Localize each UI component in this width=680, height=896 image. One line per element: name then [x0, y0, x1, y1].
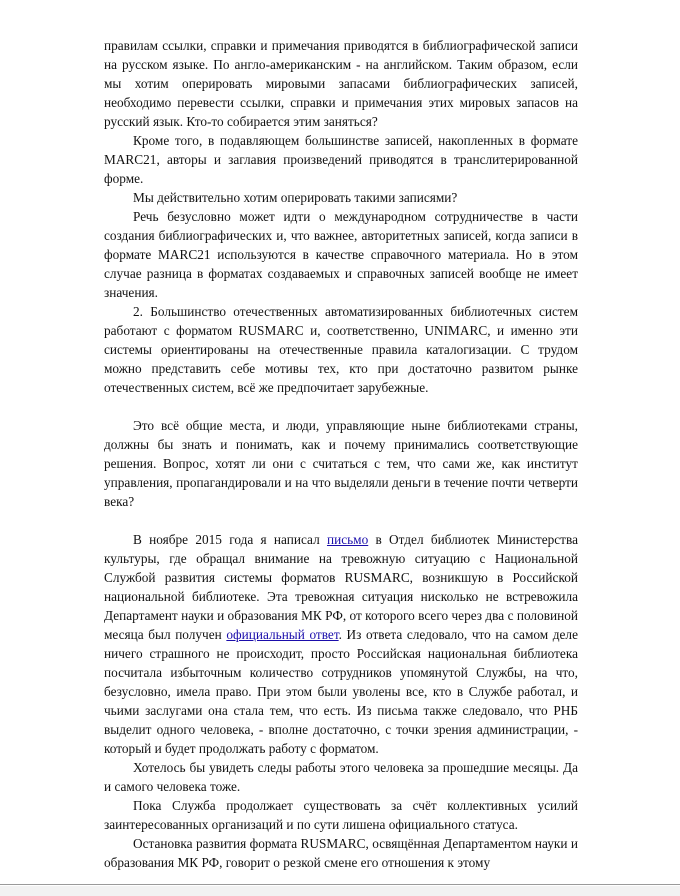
paragraph-spacer: [104, 397, 578, 416]
document-page: [104, 36, 578, 872]
paragraph-text: В ноябре 2015 года я написал: [133, 532, 327, 547]
paragraph: правилам ссылки, справки и примечания приводятся в библиографической записи на русском языке. По англо-американским - на английском. Таким образом, если мы хотим оперировать мировыми запасами библиографических записей, необходимо перевести ссылки, справки и примечания этих мировых запасов на русский язык. Кто-то собирается этим заняться?: [104, 38, 578, 129]
paragraph: Мы действительно хотим оперировать такими записями?: [133, 190, 458, 205]
paragraph: Остановка развития формата RUSMARC, освящённая Департаментом науки и образования МК РФ, говорит о резкой смене его отношения к этому: [104, 836, 578, 870]
paragraph-text: . Из ответа следовало, что на самом деле ничего страшного не происходит, просто Российская национальная библиотека посчитала избыточным количество сотрудников упомянутой Службы, на что, безусловно, имела право. При этом были уволены все, кто в Службе работал, и чьими заслугами она стала тем, что есть. Из письма также следовало, что РНБ выделит одного человека, - вполне достаточно, с точки зрения администрации, - который и будет продолжать работу с форматом.: [104, 627, 578, 756]
page-gutter: [0, 886, 680, 896]
paragraph: Пока Служба продолжает существовать за счёт коллективных усилий заинтересованных организаций и по сути лишена официального статуса.: [104, 798, 578, 832]
paragraph: Речь безусловно может идти о международном сотрудничестве в части создания библиографических и, что важнее, авторитетных записей, когда записи в формате MARC21 используются в качестве справочного материала. Но в этом случае разница в форматах создаваемых и справочных записей вообще не имеет значения.: [104, 209, 578, 300]
paragraph: 2. Большинство отечественных автоматизированных библиотечных систем работают с форматом RUSMARC и, соответственно, UNIMARC, и именно эти системы ориентированы на отечественные правила каталогизации. С трудом можно представить себе мотивы тех, кто при достаточно развитом рынке отечественных систем, всё же предпочитает зарубежные.: [104, 304, 578, 395]
paragraph: Это всё общие места, и люди, управляющие ныне библиотеками страны, должны бы знать и понимать, как и почему принимались соответствующие решения. Вопрос, хотят ли они с считаться с тем, что сами же, как институт управления, пропагандировали и на что выделяли деньги в течение почти четверти века?: [104, 418, 578, 509]
page-bottom-edge: [0, 884, 680, 885]
letter-link[interactable]: письмо: [326, 532, 369, 547]
paragraph-text: в Отдел библиотек Министерства культуры, где обращал внимание на тревожную ситуацию с Национальной Службой развития системы форматов RUSMARC, возникшую в Российской национальной библиотеке. Эта тревожная ситуация нисколько не встревожила Департамент науки и образования МК РФ, от которого всего через два с половиной месяца был получен: [104, 532, 578, 642]
paragraph: [104, 530, 578, 758]
paragraph-spacer: [104, 511, 578, 530]
paragraph: Хотелось бы увидеть следы работы этого человека за прошедшие месяцы. Да и самого человека тоже.: [104, 760, 578, 794]
paragraph: Кроме того, в подавляющем большинстве записей, накопленных в формате MARC21, авторы и заглавия произведений приводятся в транслитерированной форме.: [104, 133, 578, 186]
official-reply-link[interactable]: официальный ответ: [226, 627, 339, 642]
